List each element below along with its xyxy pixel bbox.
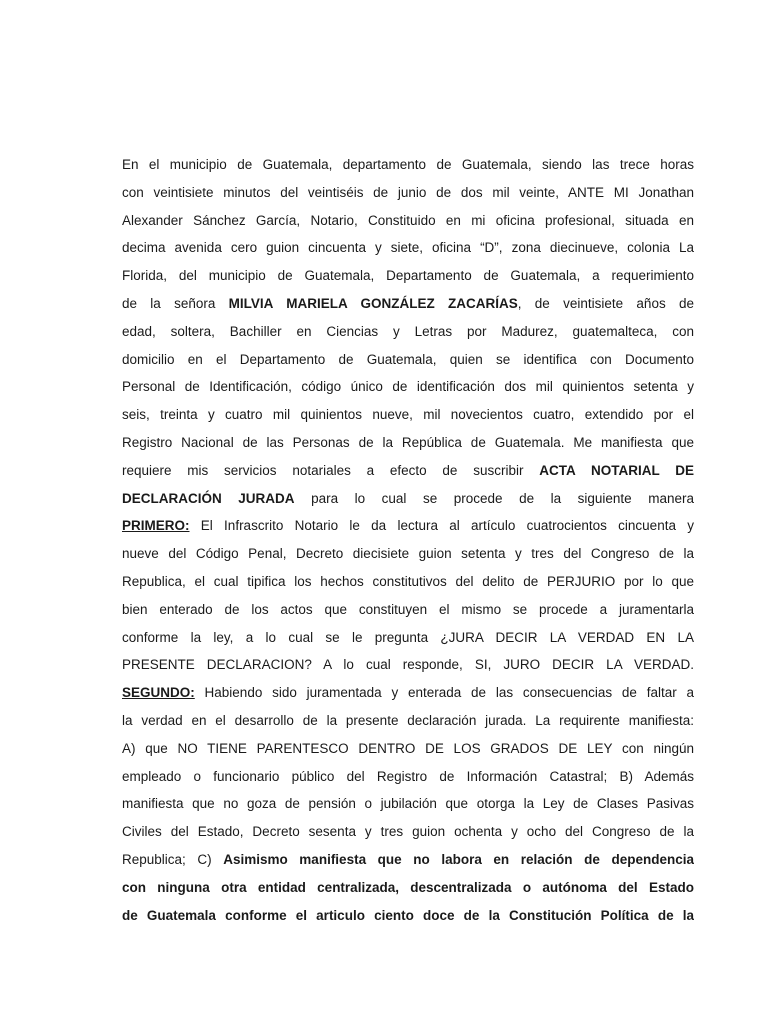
text-line	[122, 763, 694, 791]
bold-text: de Guatemala conforme el articulo ciento doce de la Constitución Política de la	[122, 907, 694, 923]
text-line	[122, 679, 694, 707]
text-run: Florida, del municipio de Guatemala, Departamento de Guatemala, a requerimiento	[122, 268, 694, 284]
text-run: para lo cual se procede de la siguiente manera	[294, 490, 694, 506]
text-run: Registro Nacional de las Personas de la República de Guatemala. Me manifiesta que	[122, 434, 694, 450]
bold-text: con ninguna otra entidad centralizada, descentralizada o autónoma del Estado	[122, 879, 694, 895]
text-run: PRESENTE DECLARACION? A lo cual responde, SI, JURO DECIR LA VERDAD.	[122, 657, 694, 673]
text-run: Alexander Sánchez García, Notario, Constituido en mi oficina profesional, situada en	[122, 212, 694, 228]
text-line	[122, 902, 694, 930]
text-run: Civiles del Estado, Decreto sesenta y tres guion ochenta y ocho del Congreso de la	[122, 824, 694, 840]
text-run: , de veintisiete años de	[517, 295, 694, 311]
text-run: empleado o funcionario público del Registro de Información Catastral; B) Además	[122, 768, 694, 784]
text-run: En el municipio de Guatemala, departamento de Guatemala, siendo las trece horas	[122, 157, 694, 172]
section-heading: PRIMERO:	[122, 518, 190, 534]
text-line	[122, 596, 694, 624]
text-line	[122, 707, 694, 735]
text-line	[122, 818, 694, 846]
text-run: El Infrascrito Notario le da lectura al artículo cuatrocientos cincuenta y	[189, 518, 694, 534]
document-body	[122, 151, 694, 929]
bold-text: DECLARACIÓN JURADA	[122, 490, 295, 506]
text-run: decima avenida cero guion cincuenta y siete, oficina “D”, zona diecinueve, colonia La	[122, 240, 694, 256]
text-run: edad, soltera, Bachiller en Ciencias y Letras por Madurez, guatemalteca, con	[122, 323, 694, 339]
bold-text: Asimismo manifiesta que no labora en relación de dependencia	[223, 851, 694, 867]
text-run: nueve del Código Penal, Decreto diecisiete guion setenta y tres del Congreso de la	[122, 546, 694, 562]
bold-text: MILVIA MARIELA GONZÁLEZ ZACARÍAS	[228, 295, 518, 311]
text-line	[122, 262, 694, 290]
text-run: manifiesta que no goza de pensión o jubilación que otorga la Ley de Clases Pasivas	[122, 796, 694, 812]
text-line	[122, 234, 694, 262]
text-line	[122, 651, 694, 679]
text-line	[122, 874, 694, 902]
text-line	[122, 318, 694, 346]
text-line	[122, 735, 694, 763]
text-run: Republica; C)	[122, 851, 224, 867]
section-heading: SEGUNDO:	[122, 685, 195, 701]
text-line	[122, 290, 694, 318]
text-line	[122, 207, 694, 235]
text-run: de la señora	[122, 295, 229, 311]
text-run: conforme la ley, a lo cual se le pregunta ¿JURA DECIR LA VERDAD EN LA	[122, 629, 694, 645]
text-line	[122, 179, 694, 207]
text-run: Personal de Identificación, código único de identificación dos mil quinientos setenta y	[122, 379, 694, 395]
text-run: seis, treinta y cuatro mil quinientos nueve, mil novecientos cuatro, extendido por el	[122, 407, 694, 423]
text-line	[122, 429, 694, 457]
text-line	[122, 624, 694, 652]
text-line	[122, 151, 694, 179]
text-line	[122, 846, 694, 874]
text-line	[122, 568, 694, 596]
text-run: Republica, el cual tipifica los hechos constitutivos del delito de PERJURIO por lo que	[122, 573, 694, 589]
text-run: la verdad en el desarrollo de la presente declaración jurada. La requirente manifiesta:	[122, 712, 694, 728]
text-run: requiere mis servicios notariales a efecto de suscribir	[122, 462, 540, 478]
text-line	[122, 790, 694, 818]
text-run: bien enterado de los actos que constituyen el mismo se procede a juramentarla	[122, 601, 694, 617]
text-line	[122, 540, 694, 568]
text-run: A) que NO TIENE PARENTESCO DENTRO DE LOS GRADOS DE LEY con ningún	[122, 740, 694, 756]
text-line	[122, 457, 694, 485]
text-run: Habiendo sido juramentada y enterada de las consecuencias de faltar a	[194, 685, 694, 701]
text-line	[122, 401, 694, 429]
text-line	[122, 346, 694, 374]
text-line	[122, 512, 694, 540]
text-run: con veintisiete minutos del veintiséis de junio de dos mil veinte, ANTE MI Jonathan	[122, 184, 694, 200]
text-line	[122, 485, 694, 513]
bold-text: ACTA NOTARIAL DE	[539, 462, 694, 478]
text-run: domicilio en el Departamento de Guatemala, quien se identifica con Documento	[122, 351, 694, 367]
text-line	[122, 373, 694, 401]
